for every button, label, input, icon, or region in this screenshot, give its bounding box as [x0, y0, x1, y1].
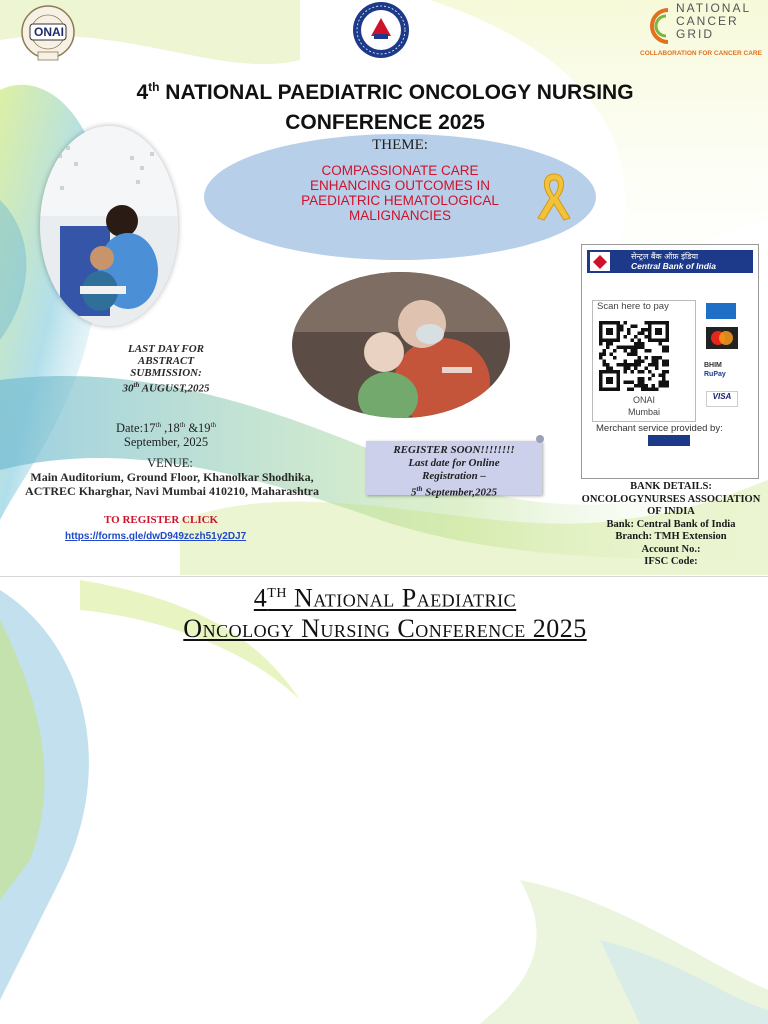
qr-module [648, 328, 652, 332]
abstract-date-sup: th [133, 381, 140, 389]
date-sup-2: th [179, 421, 186, 429]
awareness-ribbon-icon [530, 170, 578, 222]
qr-module [610, 339, 614, 343]
qr-module [634, 335, 638, 339]
qr-module [627, 353, 631, 357]
qr-module [599, 332, 603, 336]
qr-module [655, 321, 659, 325]
central-bank-logo-icon [590, 252, 610, 271]
qr-module [652, 356, 656, 360]
qr-city: Mumbai [627, 407, 660, 417]
qr-module [645, 328, 649, 332]
qr-module [610, 332, 614, 336]
qr-module [634, 360, 638, 364]
bank-account-line: Account No.: [641, 543, 701, 555]
qr-module [606, 346, 610, 350]
qr-module [606, 370, 610, 374]
qr-module [659, 342, 663, 346]
qr-module [620, 363, 624, 367]
qr-module [652, 360, 656, 364]
qr-module [645, 335, 649, 339]
qr-module [610, 370, 614, 374]
qr-module [599, 335, 603, 339]
qr-module [617, 325, 621, 329]
qr-module [659, 321, 663, 325]
qr-module [606, 377, 610, 381]
qr-module [638, 363, 642, 367]
qr-module [624, 367, 628, 371]
qr-module [638, 346, 642, 350]
qr-module [599, 384, 603, 388]
qr-module [638, 377, 642, 381]
qr-module [634, 325, 638, 329]
qr-module [599, 325, 603, 329]
qr-module [610, 377, 614, 381]
qr-module [662, 346, 666, 350]
qr-module [603, 321, 607, 325]
qr-module [638, 360, 642, 364]
scan-label: Scan here to pay [597, 301, 669, 312]
qr-module [666, 339, 670, 343]
registration-link[interactable]: https://forms.gle/dwD949zczh51y2DJ7 [65, 531, 247, 542]
qr-module [638, 332, 642, 336]
amex-card-icon [706, 303, 736, 319]
qr-module [631, 370, 635, 374]
title-line-1: NATIONAL PAEDIATRIC ONCOLOGY NURSING [159, 81, 634, 104]
qr-module [652, 321, 656, 325]
abstract-date-num: 30 [122, 382, 134, 395]
date-sup-1: th [155, 421, 161, 429]
qr-code-icon [599, 321, 679, 391]
qr-module [599, 356, 603, 360]
qr-module [606, 328, 610, 332]
ncg-tagline: COLLABORATION FOR CANCER CARE [640, 50, 762, 57]
register-click-label: TO REGISTER CLICK [104, 514, 219, 526]
qr-module [655, 339, 659, 343]
qr-module [610, 388, 614, 392]
date-mid-1: ,18 [161, 421, 180, 436]
qr-module [652, 384, 656, 388]
qr-module [617, 363, 621, 367]
qr-module [659, 332, 663, 336]
qr-module [603, 388, 607, 392]
qr-module [662, 360, 666, 364]
qr-module [610, 321, 614, 325]
qr-module [627, 363, 631, 367]
qr-module [659, 374, 663, 378]
abstract-date-rest: AUGUST,2025 [139, 382, 210, 395]
register-soon-date-rest: September,2025 [422, 486, 497, 499]
abstract-line-1: LAST DAY FOR [128, 343, 204, 355]
qr-module [610, 353, 614, 357]
hospital-emblem-logo [340, 0, 422, 60]
onai-logo [12, 4, 84, 62]
payment-qr-card [581, 244, 759, 479]
register-soon-line-1: REGISTER SOON!!!!!!!! [393, 444, 515, 456]
qr-module [599, 370, 603, 374]
title2-number: 4 [253, 583, 268, 613]
qr-module [641, 328, 645, 332]
qr-module [638, 342, 642, 346]
bank-name: Central Bank of India [631, 261, 717, 271]
mastercard-icon [706, 327, 738, 349]
qr-module [613, 321, 617, 325]
qr-module [603, 353, 607, 357]
qr-module [617, 377, 621, 381]
qr-module [666, 321, 670, 325]
qr-module [641, 384, 645, 388]
qr-module [627, 346, 631, 350]
qr-payee: ONAI [632, 395, 655, 405]
qr-module [610, 381, 614, 385]
qr-module [659, 384, 663, 388]
venue-address [4, 470, 340, 498]
qr-module [666, 381, 670, 385]
qr-module [659, 328, 663, 332]
qr-module [624, 335, 628, 339]
qr-module [624, 363, 628, 367]
theme-label: THEME: [372, 137, 428, 153]
qr-module [627, 367, 631, 371]
qr-module [641, 388, 645, 392]
qr-module [603, 360, 607, 364]
register-soon-date-num: 5 [411, 486, 417, 499]
qr-module [634, 349, 638, 353]
qr-module [624, 321, 628, 325]
qr-module [599, 374, 603, 378]
qr-module [624, 381, 628, 385]
qr-module [627, 381, 631, 385]
qr-module [655, 328, 659, 332]
conference-title [60, 72, 710, 138]
qr-module [620, 325, 624, 329]
qr-module [599, 353, 603, 357]
qr-module [662, 321, 666, 325]
qr-module [606, 363, 610, 367]
qr-module [617, 339, 621, 343]
abstract-line-2: ABSTRACT [137, 355, 195, 367]
qr-module [666, 346, 670, 350]
qr-module [634, 363, 638, 367]
qr-module [645, 388, 649, 392]
qr-module [613, 356, 617, 360]
national-cancer-grid-logo [640, 0, 768, 62]
qr-module [641, 381, 645, 385]
qr-module [613, 370, 617, 374]
qr-module [624, 349, 628, 353]
children-photo [292, 272, 510, 418]
qr-module [666, 370, 670, 374]
title-number: 4 [136, 81, 149, 104]
qr-module [662, 339, 666, 343]
qr-module [617, 332, 621, 336]
title-ordinal: th [148, 80, 160, 94]
qr-module [645, 349, 649, 353]
title2-line-2: Oncology Nursing Conference 2025 [183, 613, 587, 643]
qr-module [599, 342, 603, 346]
qr-module [617, 346, 621, 350]
qr-module [599, 328, 603, 332]
pin-icon [536, 435, 544, 443]
qr-module [620, 346, 624, 350]
qr-module [662, 381, 666, 385]
qr-module [606, 339, 610, 343]
visa-card-icon: VISA [706, 391, 738, 407]
qr-module [648, 335, 652, 339]
qr-module [617, 381, 621, 385]
qr-module [666, 363, 670, 367]
qr-module [606, 332, 610, 336]
qr-module [634, 384, 638, 388]
qr-module [638, 384, 642, 388]
abstract-line-3: SUBMISSION: [130, 367, 202, 379]
qr-module [652, 388, 656, 392]
conference-dates [96, 418, 236, 449]
qr-module [599, 377, 603, 381]
qr-module [638, 339, 642, 343]
qr-module [648, 349, 652, 353]
qr-module [648, 377, 652, 381]
qr-module [631, 381, 635, 385]
qr-module [603, 370, 607, 374]
qr-module [613, 349, 617, 353]
qr-module [624, 360, 628, 364]
date-sup-3: th [210, 421, 217, 429]
bank-ifsc-line: IFSC Code: [644, 556, 698, 567]
rupay-label: RuPay [704, 371, 726, 378]
bank-heading: BANK DETAILS: [630, 481, 712, 492]
merchant-bank-icon [648, 435, 690, 446]
qr-module [617, 321, 621, 325]
qr-module [631, 325, 635, 329]
qr-module [666, 325, 670, 329]
qr-module [652, 374, 656, 378]
qr-module [638, 381, 642, 385]
date-prefix: Date:17 [115, 421, 156, 436]
qr-module [645, 356, 649, 360]
title-line-2: CONFERENCE 2025 [285, 111, 485, 134]
qr-module [617, 328, 621, 332]
qr-module [662, 363, 666, 367]
qr-module [659, 381, 663, 385]
qr-module [624, 346, 628, 350]
bhim-label: BHIM [704, 362, 722, 369]
qr-module [662, 370, 666, 374]
qr-module [631, 349, 635, 353]
qr-module [610, 342, 614, 346]
title2-ordinal: TH [267, 586, 287, 601]
qr-module [662, 377, 666, 381]
theme-text [260, 163, 540, 223]
qr-module [655, 332, 659, 336]
bank-name-line: Bank: Central Bank of India [606, 518, 736, 530]
qr-module [648, 321, 652, 325]
qr-module [659, 339, 663, 343]
qr-module [599, 381, 603, 385]
qr-module [606, 388, 610, 392]
page-divider [0, 576, 768, 577]
qr-module [655, 356, 659, 360]
qr-module [648, 363, 652, 367]
qr-module [648, 339, 652, 343]
qr-module [645, 321, 649, 325]
qr-module [617, 384, 621, 388]
ncg-line-3: GRID [676, 27, 714, 41]
qr-module [641, 377, 645, 381]
theme-line-4: MALIGNANCIES [348, 208, 452, 223]
qr-module [631, 353, 635, 357]
ncg-line-1: NATIONAL [676, 1, 752, 15]
onai-logo-text: ONAI [34, 25, 64, 39]
qr-module [634, 346, 638, 350]
bhim-rupay-icon [704, 361, 744, 379]
qr-module [617, 335, 621, 339]
register-soon-date-sup: th [416, 485, 423, 493]
qr-module [617, 388, 621, 392]
qr-module [620, 328, 624, 332]
qr-module [634, 353, 638, 357]
qr-module [617, 374, 621, 378]
qr-module [652, 339, 656, 343]
qr-panel [592, 300, 696, 422]
qr-module [613, 339, 617, 343]
qr-module [666, 349, 670, 353]
qr-module [606, 367, 610, 371]
qr-module [655, 363, 659, 367]
qr-module [655, 360, 659, 364]
theme-line-1: COMPASSIONATE CARE [321, 163, 479, 178]
qr-module [603, 339, 607, 343]
mother-child-photo [40, 126, 178, 326]
qr-module [655, 367, 659, 371]
qr-module [666, 360, 670, 364]
qr-module [631, 346, 635, 350]
venue-line-1: Main Auditorium, Ground Floor, Khanolkar Shodhika, [30, 470, 314, 484]
register-soon-line-2: Last date for Online [408, 457, 500, 469]
qr-module [666, 384, 670, 388]
qr-module [606, 321, 610, 325]
bank-branch-line: Branch: TMH Extension [615, 531, 727, 542]
qr-module [638, 356, 642, 360]
register-soon-line-3: Registration – [422, 470, 486, 482]
qr-module [613, 388, 617, 392]
qr-module [641, 342, 645, 346]
qr-module [666, 332, 670, 336]
qr-module [662, 374, 666, 378]
qr-module [648, 388, 652, 392]
qr-module [624, 370, 628, 374]
qr-module [641, 370, 645, 374]
qr-module [645, 384, 649, 388]
qr-module [603, 349, 607, 353]
conference-title-repeat [40, 579, 730, 644]
qr-module [599, 321, 603, 325]
qr-module [631, 339, 635, 343]
qr-module [610, 328, 614, 332]
qr-module [666, 328, 670, 332]
bank-details [574, 481, 768, 569]
theme-line-2: ENHANCING OUTCOMES IN [309, 178, 490, 193]
qr-module [606, 342, 610, 346]
venue-heading: VENUE: [147, 456, 193, 470]
qr-module [627, 328, 631, 332]
qr-module [641, 360, 645, 364]
bank-header [587, 250, 753, 273]
abstract-deadline [104, 343, 228, 395]
qr-module [638, 370, 642, 374]
qr-module [662, 349, 666, 353]
qr-module [627, 388, 631, 392]
qr-module [648, 332, 652, 336]
qr-module [666, 335, 670, 339]
register-soon-text [372, 444, 536, 500]
qr-module [610, 367, 614, 371]
qr-module [645, 367, 649, 371]
qr-module [655, 388, 659, 392]
qr-module [641, 332, 645, 336]
bank-name-hindi: सेन्ट्रल बैंक ऑफ़ इंडिया [631, 252, 699, 261]
qr-module [599, 388, 603, 392]
qr-module [617, 370, 621, 374]
date-mid-2: &19 [185, 421, 211, 436]
qr-module [606, 381, 610, 385]
merchant-label: Merchant service provided by: [596, 423, 723, 434]
qr-module [652, 363, 656, 367]
qr-module [599, 339, 603, 343]
date-line-2: September, 2025 [123, 435, 209, 450]
qr-module [634, 342, 638, 346]
qr-module [662, 384, 666, 388]
qr-module [634, 367, 638, 371]
qr-module [648, 325, 652, 329]
qr-module [648, 370, 652, 374]
venue-line-2: ACTREC Kharghar, Navi Mumbai 410210, Maharashtra [25, 484, 319, 498]
qr-module [627, 332, 631, 336]
title2-line-1: National Paediatric [286, 583, 517, 613]
qr-module [603, 363, 607, 367]
qr-module [641, 346, 645, 350]
ncg-line-2: CANCER [676, 14, 739, 28]
qr-module [659, 356, 663, 360]
bank-org-line-1: ONCOLOGYNURSES ASSOCIATION [581, 493, 761, 505]
theme-line-3: PAEDIATRIC HEMATOLOGICAL [301, 193, 499, 208]
qr-module [631, 363, 635, 367]
bank-org-line-2: OF INDIA [647, 506, 695, 517]
qr-module [631, 388, 635, 392]
